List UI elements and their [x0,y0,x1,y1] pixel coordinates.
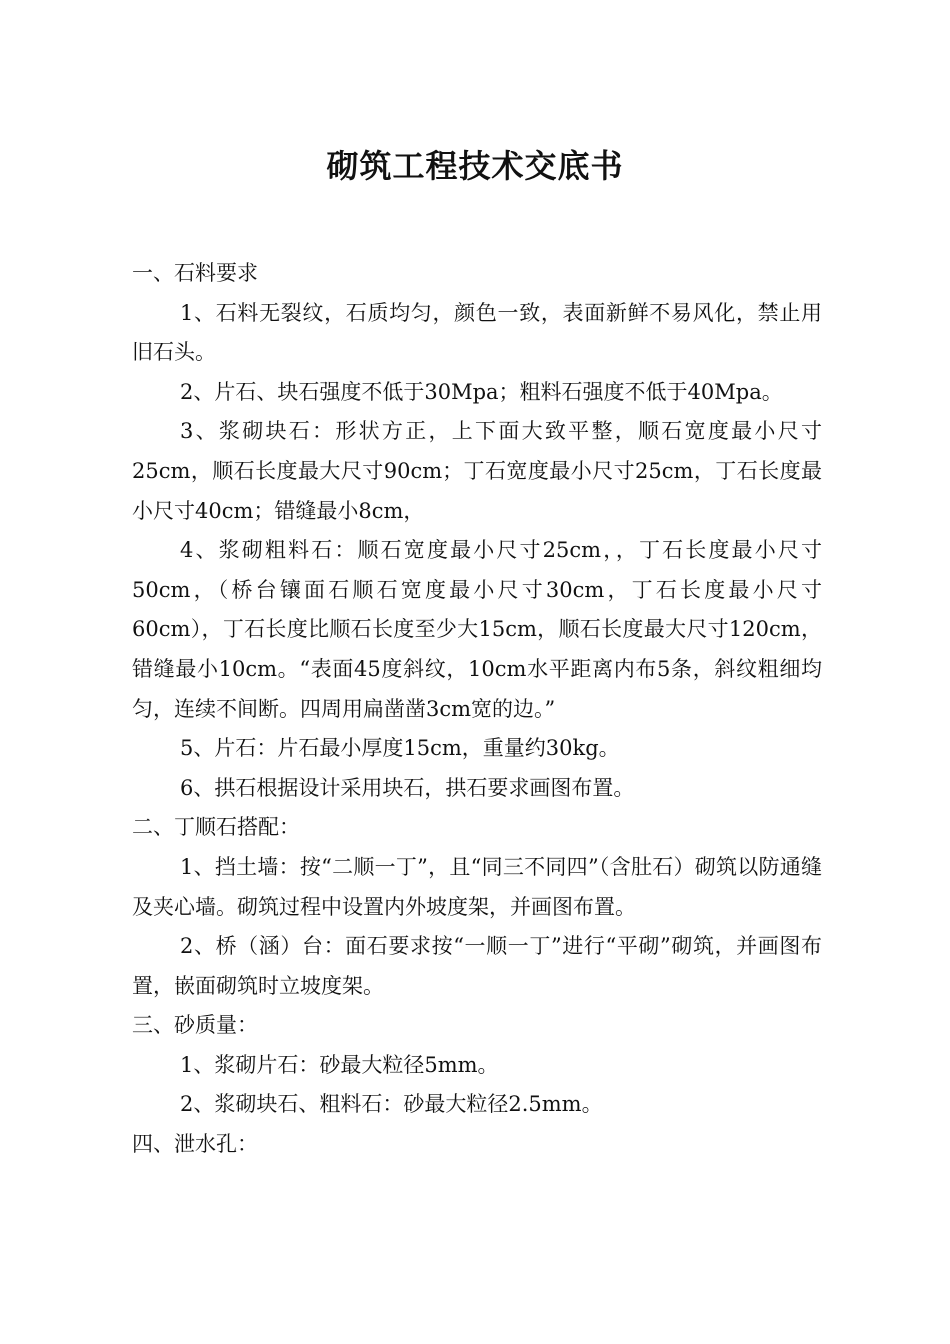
document-title: 砌筑工程技术交底书 [326,147,624,185]
document-body [132,254,822,1165]
section-heading-sand-quality: 三、砂质量： [132,1013,258,1038]
paragraph-stone-4: 4、浆砌粗料石：顺石宽度最小尺寸25cm，，丁石长度最小尺寸50cm，（桥台镶面石顺石宽度最小尺寸30cm，丁石长度最小尺寸60cm），丁石长度比顺石长度至少大15cm，顺石长度最大尺寸120cm，错缝最小10cm。“表面45度斜纹，10cm水平距离内布5条，斜纹粗细均匀，连续不间断。四周用扁凿凿3cm宽的边。” [132,538,822,721]
paragraph-sand-2: 2、浆砌块石、粗料石：砂最大粒径2.5mm。 [180,1092,603,1117]
paragraph-bond-1: 1、挡土墙：按“二顺一丁”，且“同三不同四”（含肚石）砌筑以防通缝及夹心墙。砌筑过程中设置内外坡度架，并画图布置。 [132,854,822,919]
paragraph-stone-6: 6、拱石根据设计采用块石，拱石要求画图布置。 [180,775,635,800]
section-heading-header-stretcher: 二、丁顺石搭配： [132,815,300,840]
paragraph-sand-1: 1、浆砌片石：砂最大粒径5mm。 [180,1052,499,1077]
paragraph-stone-3: 3、浆砌块石：形状方正，上下面大致平整，顺石宽度最小尺寸25cm，顺石长度最大尺寸90cm；丁石宽度最小尺寸25cm，丁石长度最小尺寸40cm；错缝最小8cm， [132,419,822,523]
paragraph-stone-1: 1、石料无裂纹，石质均匀，颜色一致，表面新鲜不易风化，禁止用旧石头。 [132,300,822,365]
paragraph-bond-2: 2、桥（涵）台：面石要求按“一顺一丁”进行“平砌”砌筑，并画图布置，嵌面砌筑时立坡度架。 [132,934,822,998]
section-heading-stone-requirements: 一、石料要求 [132,261,258,285]
section-heading-weep-holes: 四、泄水孔： [132,1132,258,1157]
paragraph-stone-5: 5、片石：片石最小厚度15cm，重量约30kg。 [180,736,620,761]
paragraph-stone-2: 2、片石、块石强度不低于30Mpa；粗料石强度不低于40Mpa。 [180,379,783,404]
